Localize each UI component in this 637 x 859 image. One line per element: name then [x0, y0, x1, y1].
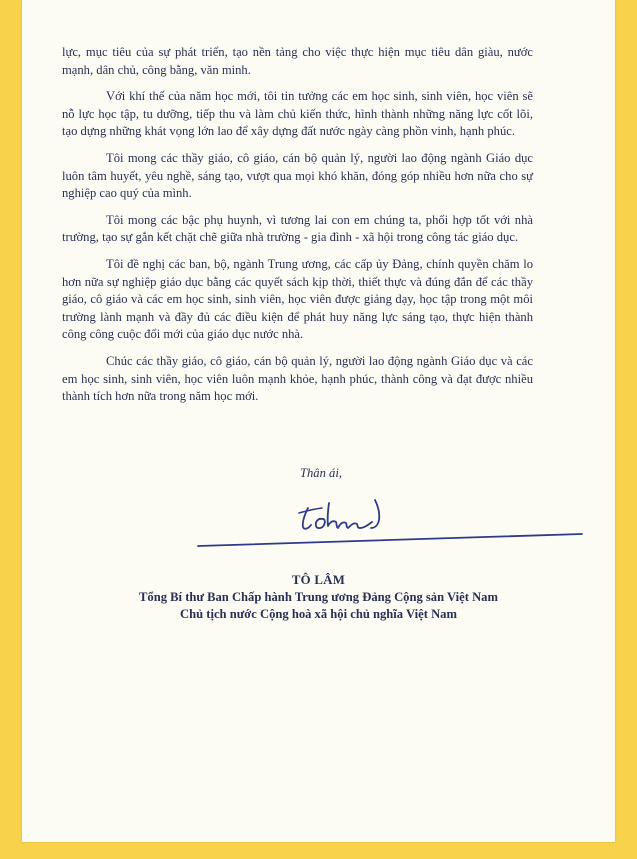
signer-block — [22, 572, 615, 623]
paragraph-1: lực, mục tiêu của sự phát triển, tạo nền tảng cho việc thực hiện mục tiêu dân giàu, nước mạnh, dân chủ, công bằng, văn minh. — [62, 45, 533, 77]
paragraph-4: Tôi mong các bậc phụ huynh, vì tương lai con em chúng ta, phối hợp tốt với nhà trường, tạo sự gắn kết chặt chẽ giữa nhà trường - gia đình - xã hội trong công tác giáo dục. — [62, 212, 533, 245]
letter-body — [62, 44, 533, 415]
closing-salutation: Thân ái, — [300, 466, 342, 480]
signer-title-party: Tổng Bí thư Ban Chấp hành Trung ương Đảng Cộng sản Việt Nam — [139, 590, 498, 604]
paragraph-6: Chúc các thầy giáo, cô giáo, cán bộ quản lý, người lao động ngành Giáo dục và các em học sinh, sinh viên, học viên luôn mạnh khỏe, hạnh phúc, thành công và đạt được nhiều thành tích hơn nữa trong năm học mới. — [62, 353, 533, 404]
paragraph-3: Tôi mong các thầy giáo, cô giáo, cán bộ quản lý, người lao động ngành Giáo dục luôn tâm huyết, yêu nghề, sáng tạo, vượt qua mọi khó khăn, đóng góp nhiều hơn nữa cho sự nghiệp cao quý của mình. — [62, 150, 533, 201]
handwritten-signature — [180, 478, 600, 558]
paragraph-5: Tôi đề nghị các ban, bộ, ngành Trung ương, các cấp ủy Đảng, chính quyền chăm lo hơn nữa sự nghiệp giáo dục bằng các quyết sách kịp thời, thiết thực và đúng đắn để các thầy giáo, cô giáo và các em học sinh, sinh viên, học viên được giảng dạy, học tập trong một môi trường lành mạnh và đầy đủ các điều kiện để phát huy năng lực sáng tạo, thực hiện thành công công cuộc đổi mới của giáo dục nước nhà. — [62, 256, 533, 342]
paragraph-2: Với khí thế của năm học mới, tôi tin tưởng các em học sinh, sinh viên, học viên sẽ nỗ lực học tập, tu dưỡng, tiếp thu và làm chủ kiến thức, hình thành những năng lực cốt lõi, tạo dựng những khát vọng lớn lao để xây dựng đất nước ngày càng phồn vinh, hạnh phúc. — [62, 89, 533, 139]
signer-name: TÔ LÂM — [291, 573, 346, 587]
signer-title-state: Chủ tịch nước Cộng hoà xã hội chủ nghĩa Việt Nam — [180, 607, 457, 621]
